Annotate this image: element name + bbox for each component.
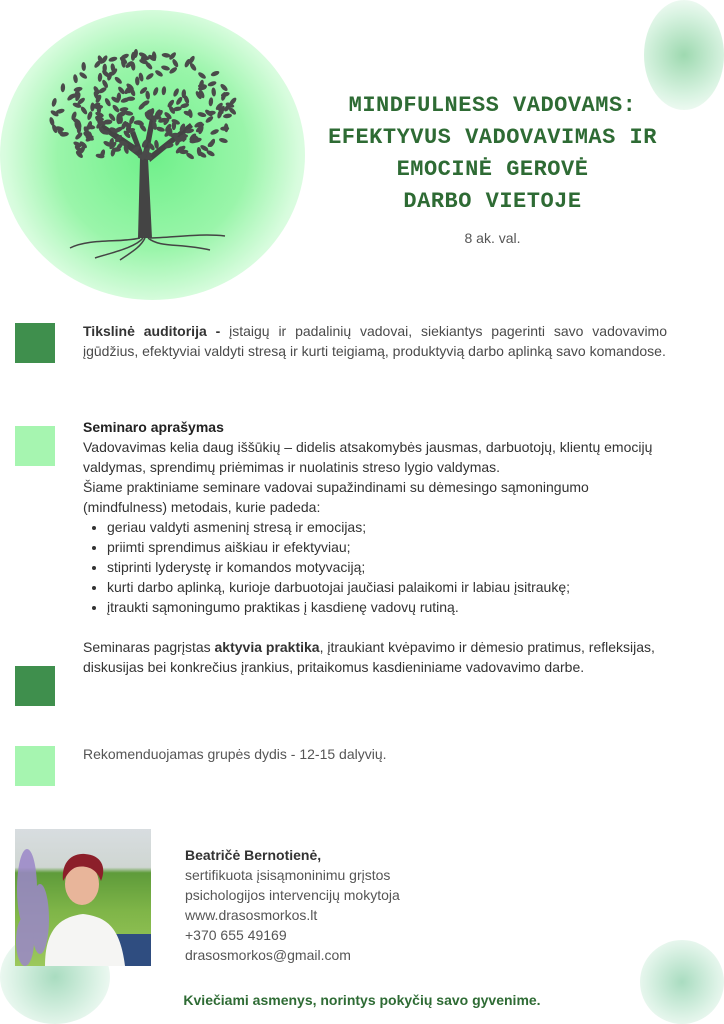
phone-number[interactable]: +370 655 49169 <box>185 927 287 943</box>
list-item: • kurti darbo aplinką, kurioje darbuotojai jaučiasi palaikomi ir labiau įsitraukę; <box>107 577 667 597</box>
leaf <box>172 87 180 97</box>
title-line: EMOCINĖ GEROVĖ <box>396 157 589 182</box>
leaf <box>78 71 88 80</box>
contact-info <box>185 845 400 965</box>
seminar-description <box>83 417 667 617</box>
trainer-role: sertifikuota įsisąmoninimu grįstos <box>185 867 391 883</box>
leaf <box>168 66 178 75</box>
trainer-role: psichologijos intervencijų mokytoja <box>185 887 400 903</box>
footer-tagline: Kviečiami asmenys, norintys pokyčių savo gyvenime. <box>183 992 541 1008</box>
leaf <box>108 56 118 63</box>
leaf <box>197 111 207 118</box>
list-item: • įtraukti sąmoningumo praktikas į kasdienę vadovų rutiną. <box>107 597 667 617</box>
leaf <box>161 65 171 72</box>
practice-text: , įtraukiant kvėpavimo ir dėmesio pratimus, refleksijas, diskusijas bei konkrečius įrankius, pritaikomus kasdieniniame vadovavimo darbe. <box>83 639 655 675</box>
description-paragraph: Šiame praktiniame seminare vadovai supažindinami su dėmesingo sąmoningumo (mindfulness) metodais, kurie padeda: <box>83 479 589 515</box>
target-audience <box>83 321 667 361</box>
leaf <box>161 86 166 95</box>
benefits-list <box>83 517 667 617</box>
leaf <box>204 115 214 124</box>
practice-paragraph <box>83 637 667 677</box>
page-title <box>300 90 685 218</box>
website-link[interactable]: www.drasosmorkos.lt <box>185 907 318 923</box>
leaf <box>73 74 79 84</box>
decorative-square <box>15 746 55 786</box>
leaf <box>211 87 216 96</box>
practice-text: Seminaras pagrįstas <box>83 639 215 655</box>
leaf <box>210 70 220 77</box>
leaf <box>60 83 65 92</box>
leaf <box>114 76 124 85</box>
trainer-name: Beatričė Bernotienė, <box>185 847 322 863</box>
leaf <box>223 113 233 119</box>
leaf <box>154 140 160 150</box>
description-paragraph: Vadovavimas kelia daug iššūkių – didelis atsakomybės jausmas, darbuotojų, klientų emocijų valdymas, sprendimų priėmimas ir nuolatinis streso lygio valdymas. <box>83 439 653 475</box>
leaf <box>145 90 150 99</box>
title-line: DARBO VIETOJE <box>403 189 582 214</box>
group-size: Rekomenduojamas grupės dydis - 12-15 dalyvių. <box>83 746 387 762</box>
trainer-photo <box>15 829 151 966</box>
email-link[interactable]: drasosmorkos@gmail.com <box>185 947 351 963</box>
leaf <box>86 111 93 121</box>
leaf <box>104 97 112 107</box>
title-line: EFEKTYVUS VADOVAVIMAS IR <box>328 125 657 150</box>
leaf <box>152 86 159 96</box>
tree-icon <box>40 38 250 263</box>
leaf <box>197 71 207 80</box>
leaf <box>210 128 220 136</box>
leaf <box>111 104 120 114</box>
leaf <box>219 83 229 92</box>
leaf <box>81 62 86 71</box>
leaf <box>218 137 228 144</box>
duration-text: 8 ak. val. <box>464 230 521 246</box>
watercolor-splash <box>640 940 724 1024</box>
decorative-square <box>15 666 55 706</box>
audience-label: Tikslinė auditorija - <box>83 323 221 339</box>
decorative-square <box>15 426 55 466</box>
leaf <box>208 97 213 106</box>
leaf <box>97 73 102 82</box>
practice-bold: aktyvia praktika <box>214 639 320 655</box>
leaf <box>51 97 58 107</box>
list-item: • geriau valdyti asmeninį stresą ir emocijas; <box>107 517 667 537</box>
leaf <box>207 80 217 87</box>
leaf <box>145 72 155 81</box>
title-line: MINDFULNESS VADOVAMS: <box>348 93 637 118</box>
decorative-square <box>15 323 55 363</box>
description-heading: Seminaro aprašymas <box>83 419 224 435</box>
leaf <box>171 58 179 68</box>
leaf <box>155 126 165 133</box>
list-item: • stiprinti lyderystę ir komandos motyvaciją; <box>107 557 667 577</box>
leaf <box>154 69 164 78</box>
list-item: • priimti sprendimus aiškiau ir efektyviau; <box>107 537 667 557</box>
audience-text: įstaigų ir padalinių vadovai, siekiantys pagerinti savo vadovavimo įgūdžius, efektyviai valdyti stresą ir kurti teigiamą, produktyvią darbo aplinką savo komandose. <box>83 323 668 359</box>
leaf <box>187 109 193 119</box>
leaf <box>73 86 83 92</box>
